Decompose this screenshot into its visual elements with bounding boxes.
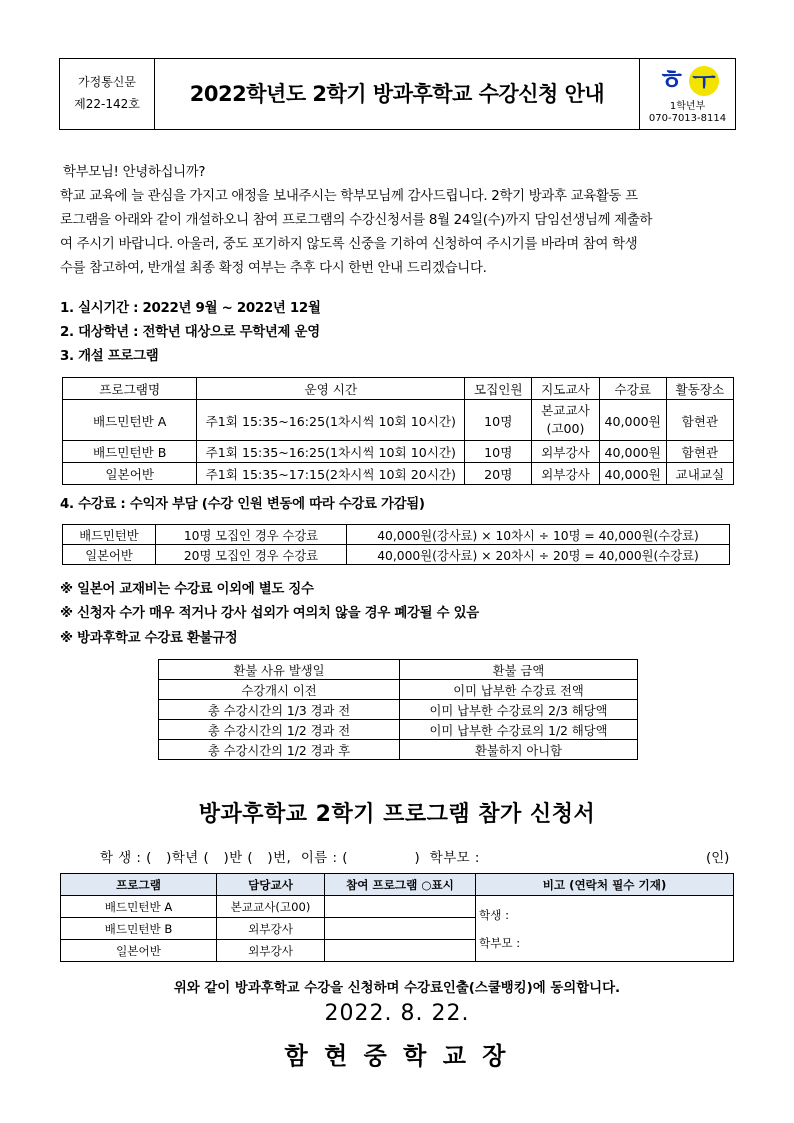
note-cancellation: ※ 신청자 수가 매우 적거나 강사 섭외가 여의치 않을 경우 폐강될 수 있음 — [60, 606, 479, 621]
app-select-cell[interactable] — [325, 940, 476, 962]
program-fee: 40,000원 — [599, 441, 666, 463]
teacher-type: 본교교사 — [541, 403, 590, 418]
app-select-cell[interactable] — [325, 918, 476, 940]
issue-info — [60, 59, 155, 129]
teacher-name: (고00) — [546, 421, 585, 436]
table-header-row — [63, 378, 734, 400]
greeting: 학부모님! 안녕하십니까? — [63, 165, 206, 180]
program-name: 일본어반 — [63, 463, 197, 485]
table-row — [63, 400, 734, 441]
issue-label: 가정통신문 — [78, 75, 136, 89]
table-row — [159, 680, 638, 700]
school-logo — [640, 65, 735, 97]
school-logo-box — [640, 59, 735, 129]
logo-char-right: ㅜ — [692, 68, 716, 96]
note-parent-label: 학부모 : — [479, 935, 521, 950]
application-title: 방과후학교 2학기 프로그램 참가 신청서 — [198, 802, 596, 827]
table-row — [63, 463, 734, 485]
principal-signature: 함 현 중 학 교 장 — [284, 1042, 510, 1070]
section-target: 2. 대상학년 : 전학년 대상으로 무학년제 운영 — [60, 325, 320, 340]
program-count: 20명 — [465, 463, 532, 485]
section-programs: 3. 개설 프로그램 — [60, 349, 159, 364]
program-table — [62, 377, 734, 485]
col-header: 지도교사 — [532, 378, 599, 400]
col-header: 활동장소 — [666, 378, 733, 400]
refund-amount: 환불하지 아니함 — [400, 740, 638, 760]
section-fee: 4. 수강료 : 수익자 부담 (수강 인원 변동에 따라 수강료 가감됨) — [60, 497, 425, 512]
col-header: 프로그램명 — [63, 378, 197, 400]
col-header: 참여 프로그램 ○표시 — [325, 874, 476, 896]
program-time: 주1회 15:35~17:15(2차시씩 10회 20시간) — [197, 463, 465, 485]
table-row — [159, 700, 638, 720]
program-teacher — [532, 400, 599, 441]
program-time: 주1회 15:35~16:25(1차시씩 10회 10시간) — [197, 400, 465, 441]
seal-mark: (인) — [706, 851, 730, 866]
fee-program: 배드민턴반 — [63, 525, 156, 545]
refund-when: 수강개시 이전 — [159, 680, 400, 700]
section-period: 1. 실시기간 : 2022년 9월 ~ 2022년 12월 — [60, 301, 321, 316]
refund-amount: 이미 납부한 수강료의 2/3 해당액 — [400, 700, 638, 720]
fee-condition: 10명 모집인 경우 수강료 — [156, 525, 347, 545]
application-table — [60, 873, 734, 962]
program-place: 교내교실 — [666, 463, 733, 485]
note-refund-title: ※ 방과후학교 수강료 환불규정 — [60, 631, 238, 646]
program-name: 배드민턴반 B — [63, 441, 197, 463]
table-row — [159, 740, 638, 760]
note-student-label: 학생 : — [479, 907, 509, 922]
table-row — [63, 545, 730, 565]
app-program: 배드민턴반 B — [61, 918, 217, 940]
fee-calculation: 40,000원(강사료) × 10차시 ÷ 10명 = 40,000원(수강료) — [347, 525, 730, 545]
intro-line-4: 수를 참고하여, 반개설 최종 확정 여부는 추후 다시 한번 안내 드리겠습니다. — [60, 261, 487, 276]
col-header: 수강료 — [599, 378, 666, 400]
table-header-row — [61, 874, 734, 896]
refund-when: 총 수강시간의 1/3 경과 전 — [159, 700, 400, 720]
program-place: 함현관 — [666, 400, 733, 441]
col-header: 프로그램 — [61, 874, 217, 896]
refund-when: 총 수강시간의 1/2 경과 전 — [159, 720, 400, 740]
fee-calculation: 40,000원(강사료) × 20차시 ÷ 20명 = 40,000원(수강료) — [347, 545, 730, 565]
page-title: 2022학년도 2학기 방과후학교 수강신청 안내 — [155, 59, 640, 129]
app-note-cell[interactable] — [476, 896, 734, 962]
table-row — [63, 525, 730, 545]
program-count: 10명 — [465, 400, 532, 441]
note-textbook: ※ 일본어 교재비는 수강료 이외에 별도 징수 — [60, 582, 314, 597]
intro-line-3: 여 주시기 바랍니다. 아울러, 중도 포기하지 않도록 신중을 기하여 신청하여 주시기를 바라며 참여 학생 — [60, 237, 638, 252]
intro-line-2: 로그램을 아래와 같이 개설하오니 참여 프로그램의 수강신청서를 8월 24일(수)까지 담임선생님께 제출하 — [60, 213, 653, 228]
app-select-cell[interactable] — [325, 896, 476, 918]
refund-table — [158, 659, 638, 760]
col-header: 환불 금액 — [400, 660, 638, 680]
fee-condition: 20명 모집인 경우 수강료 — [156, 545, 347, 565]
table-header-row — [159, 660, 638, 680]
intro-line-1: 학교 교육에 늘 관심을 가지고 애정을 보내주시는 학부모님께 감사드립니다. 2학기 방과후 교육활동 프 — [60, 189, 638, 204]
program-name: 배드민턴반 A — [63, 400, 197, 441]
program-fee: 40,000원 — [599, 400, 666, 441]
program-teacher: 외부강사 — [532, 463, 599, 485]
program-place: 함현관 — [666, 441, 733, 463]
app-teacher: 본교교사(고00) — [217, 896, 325, 918]
col-header: 비고 (연락처 필수 기재) — [476, 874, 734, 896]
fee-table — [62, 524, 730, 565]
fee-program: 일본어반 — [63, 545, 156, 565]
col-header: 모집인원 — [465, 378, 532, 400]
program-time: 주1회 15:35~16:25(1차시씩 10회 10시간) — [197, 441, 465, 463]
logo-char-left: ㅎ — [658, 63, 686, 96]
refund-amount: 이미 납부한 수강료 전액 — [400, 680, 638, 700]
date: 2022. 8. 22. — [324, 1001, 470, 1026]
program-fee: 40,000원 — [599, 463, 666, 485]
table-row — [63, 441, 734, 463]
consent-text: 위와 같이 방과후학교 수강을 신청하며 수강료인출(스쿨뱅킹)에 동의합니다. — [173, 981, 621, 996]
col-header: 환불 사유 발생일 — [159, 660, 400, 680]
program-teacher: 외부강사 — [532, 441, 599, 463]
program-count: 10명 — [465, 441, 532, 463]
dept-name: 1학년부 — [669, 101, 706, 112]
dept-phone: 070-7013-8114 — [648, 113, 727, 124]
table-row — [61, 896, 734, 918]
app-teacher: 외부강사 — [217, 918, 325, 940]
refund-amount: 이미 납부한 수강료의 1/2 해당액 — [400, 720, 638, 740]
issue-number: 제22-142호 — [74, 97, 140, 111]
col-header: 운영 시간 — [197, 378, 465, 400]
header-box — [59, 58, 736, 130]
app-program: 일본어반 — [61, 940, 217, 962]
app-program: 배드민턴반 A — [61, 896, 217, 918]
table-row — [159, 720, 638, 740]
refund-when: 총 수강시간의 1/2 경과 후 — [159, 740, 400, 760]
student-info-line[interactable]: 학 생 : ( )학년 ( )반 ( )번, 이름 : ( ) 학부모 : — [100, 851, 480, 866]
col-header: 담당교사 — [217, 874, 325, 896]
app-teacher: 외부강사 — [217, 940, 325, 962]
